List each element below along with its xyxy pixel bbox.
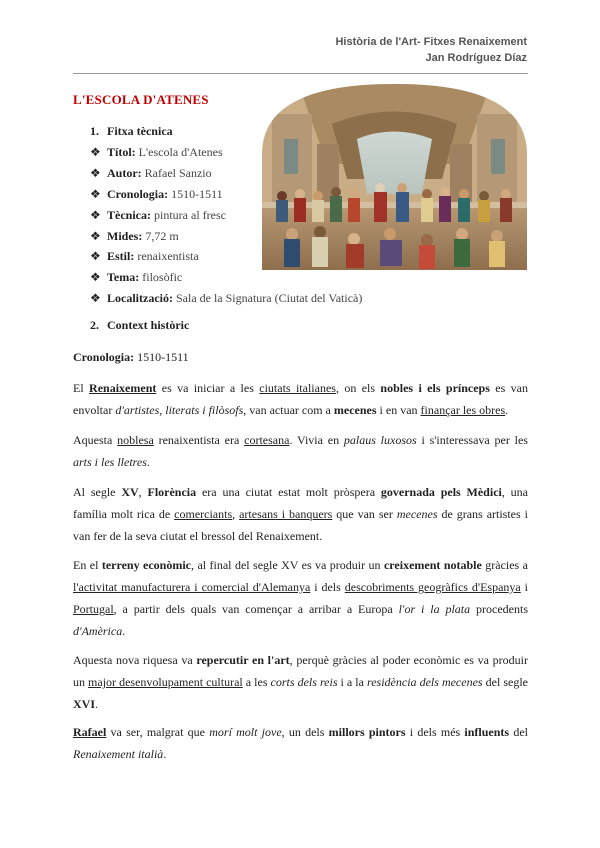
text-fragment: d'Amèrica bbox=[73, 624, 123, 638]
text-fragment: era una ciutat estat molt pròspera bbox=[196, 485, 381, 499]
diamond-bullet-icon: ❖ bbox=[90, 207, 101, 222]
text-fragment: , una família molt rica de bbox=[73, 485, 529, 521]
text-fragment: repercutir en l'art bbox=[196, 653, 290, 667]
text-fragment: . bbox=[122, 624, 126, 638]
item-value: 1510-1511 bbox=[171, 186, 223, 201]
text-fragment: del bbox=[509, 725, 528, 739]
text-fragment: XV bbox=[121, 485, 139, 499]
item-label: Estil: bbox=[107, 249, 135, 264]
diamond-bullet-icon: ❖ bbox=[90, 291, 101, 306]
diamond-bullet-icon: ❖ bbox=[90, 228, 101, 243]
text-fragment: es van envoltar bbox=[73, 381, 528, 417]
text-fragment: artesans i banquers bbox=[239, 507, 333, 521]
text-fragment: XVI bbox=[73, 697, 96, 711]
text-fragment: va ser, malgrat que bbox=[106, 725, 210, 739]
section-title: Fitxa tècnica bbox=[107, 124, 173, 138]
text-fragment: comerciants bbox=[174, 507, 233, 521]
text-fragment: i en van bbox=[376, 403, 421, 417]
header-divider bbox=[73, 73, 528, 74]
text-fragment: corts dels reis bbox=[270, 675, 338, 689]
item-value: filosòfic bbox=[142, 270, 183, 285]
diamond-bullet-icon: ❖ bbox=[90, 186, 101, 201]
text-fragment: governada pels Mèdici bbox=[380, 485, 502, 499]
text-fragment: d'artistes, literats i filòsofs bbox=[115, 403, 244, 417]
text-fragment: , on els bbox=[335, 381, 381, 395]
list-item bbox=[90, 205, 362, 226]
item-label: Mides: bbox=[107, 228, 143, 243]
list-item bbox=[90, 288, 362, 309]
text-fragment: noblesa bbox=[117, 433, 154, 447]
list-item bbox=[90, 226, 362, 247]
item-value: Sala de la Signatura (Ciutat del Vaticà) bbox=[175, 291, 363, 306]
text-fragment: l'activitat manufacturera i comercial d'Alemanya bbox=[73, 580, 311, 594]
item-label: Tècnica: bbox=[107, 207, 151, 222]
list-item bbox=[90, 184, 362, 205]
cronologia-value: 1510-1511 bbox=[137, 350, 189, 364]
text-fragment: Aquesta nova riquesa va bbox=[73, 653, 197, 667]
text-fragment: millors pintors bbox=[328, 725, 406, 739]
text-fragment: . bbox=[163, 747, 167, 761]
text-fragment: nobles i els prínceps bbox=[380, 381, 490, 395]
text-fragment: i dels bbox=[310, 580, 345, 594]
text-fragment: . bbox=[95, 697, 99, 711]
text-fragment: es va iniciar a les bbox=[156, 381, 260, 395]
text-fragment: , al final del segle XV es va produir un bbox=[191, 558, 384, 572]
paragraph-5 bbox=[73, 649, 528, 715]
cronologia-line bbox=[73, 346, 528, 368]
section-number: 1. bbox=[90, 124, 99, 138]
text-fragment: mecenes bbox=[396, 507, 438, 521]
text-fragment: major desenvolupament cultural bbox=[88, 675, 243, 689]
text-fragment: procedents bbox=[470, 602, 529, 616]
text-fragment: i dels més bbox=[405, 725, 465, 739]
text-fragment: Renaixement bbox=[89, 381, 157, 395]
section-number: 2. bbox=[90, 318, 99, 332]
text-fragment: i s'interessava per les bbox=[416, 433, 528, 447]
paragraph-3 bbox=[73, 481, 528, 547]
section-title: Context històric bbox=[107, 318, 190, 332]
text-fragment: , van actuar com a bbox=[243, 403, 334, 417]
item-value: Rafael Sanzio bbox=[144, 165, 212, 180]
item-label: Autor: bbox=[107, 165, 142, 180]
item-label: Cronologia: bbox=[107, 186, 169, 201]
item-label: Títol: bbox=[107, 144, 136, 159]
text-fragment: Renaixement italià bbox=[73, 747, 164, 761]
text-fragment: i bbox=[520, 580, 529, 594]
text-fragment: renaixentista era bbox=[153, 433, 245, 447]
text-fragment: , un dels bbox=[281, 725, 329, 739]
paragraph-6 bbox=[73, 721, 528, 765]
section-heading bbox=[90, 121, 362, 142]
text-fragment: . bbox=[505, 403, 509, 417]
cronologia-label: Cronologia: bbox=[73, 350, 135, 364]
text-fragment: que van ser bbox=[332, 507, 397, 521]
text-fragment: Rafael bbox=[73, 725, 107, 739]
text-fragment: de grans artistes i van fer de la seva ciutat el bressol del Renaixement. bbox=[73, 507, 528, 543]
text-fragment: palaus luxosos bbox=[343, 433, 417, 447]
item-label: Tema: bbox=[107, 270, 140, 285]
section-heading bbox=[90, 318, 189, 333]
text-fragment: , a partir dels quals van començar a arribar a Europa bbox=[113, 602, 399, 616]
list-item bbox=[90, 142, 362, 163]
text-fragment: El bbox=[73, 381, 90, 395]
text-fragment: , bbox=[232, 507, 240, 521]
text-fragment: Florència bbox=[147, 485, 197, 499]
text-fragment: , bbox=[138, 485, 148, 499]
text-fragment: gràcies a bbox=[481, 558, 528, 572]
text-fragment: descobriments geogràfics d'Espanya bbox=[344, 580, 521, 594]
paragraph-2 bbox=[73, 429, 528, 473]
diamond-bullet-icon: ❖ bbox=[90, 270, 101, 285]
text-fragment: a les bbox=[242, 675, 271, 689]
text-fragment: influents bbox=[464, 725, 510, 739]
text-fragment: ciutats italianes bbox=[259, 381, 336, 395]
text-fragment: l'or i la plata bbox=[398, 602, 471, 616]
paragraph-1 bbox=[73, 377, 528, 421]
text-fragment: cortesana bbox=[244, 433, 290, 447]
text-fragment: Al segle bbox=[73, 485, 122, 499]
page-title: L'ESCOLA D'ATENES bbox=[73, 92, 209, 107]
text-fragment: , perquè gràcies al poder econòmic es va produir un bbox=[73, 653, 528, 689]
diamond-bullet-icon: ❖ bbox=[90, 165, 101, 180]
diamond-bullet-icon: ❖ bbox=[90, 144, 101, 159]
text-fragment: terreny econòmic bbox=[101, 558, 192, 572]
text-fragment: i a la bbox=[337, 675, 367, 689]
text-fragment: En el bbox=[73, 558, 102, 572]
text-fragment: arts i les lletres bbox=[73, 455, 147, 469]
text-fragment: mecenes bbox=[333, 403, 377, 417]
text-fragment: . bbox=[146, 455, 150, 469]
list-item bbox=[90, 267, 362, 288]
item-value: L'escola d'Atenes bbox=[138, 144, 223, 159]
paragraph-4 bbox=[73, 554, 528, 642]
text-fragment: del segle bbox=[482, 675, 528, 689]
text-fragment: finançar les obres bbox=[420, 403, 506, 417]
item-value: 7,72 m bbox=[145, 228, 179, 243]
fitxa-tecnica bbox=[90, 121, 362, 309]
diamond-bullet-icon: ❖ bbox=[90, 249, 101, 264]
text-fragment: Aquesta bbox=[73, 433, 118, 447]
list-item bbox=[90, 246, 362, 267]
text-fragment: creixement notable bbox=[383, 558, 482, 572]
text-fragment: Portugal bbox=[73, 602, 114, 616]
header-author: Jan Rodríguez Díaz bbox=[425, 52, 527, 64]
text-fragment: . Vivia en bbox=[289, 433, 344, 447]
list-item bbox=[90, 163, 362, 184]
item-value: pintura al fresc bbox=[154, 207, 226, 222]
item-value: renaixentista bbox=[137, 249, 199, 264]
header-course-title: Història de l'Art- Fitxes Renaixement bbox=[335, 36, 527, 48]
text-fragment: morí molt jove bbox=[209, 725, 282, 739]
item-label: Localització: bbox=[107, 291, 173, 306]
text-fragment: residència dels mecenes bbox=[366, 675, 483, 689]
